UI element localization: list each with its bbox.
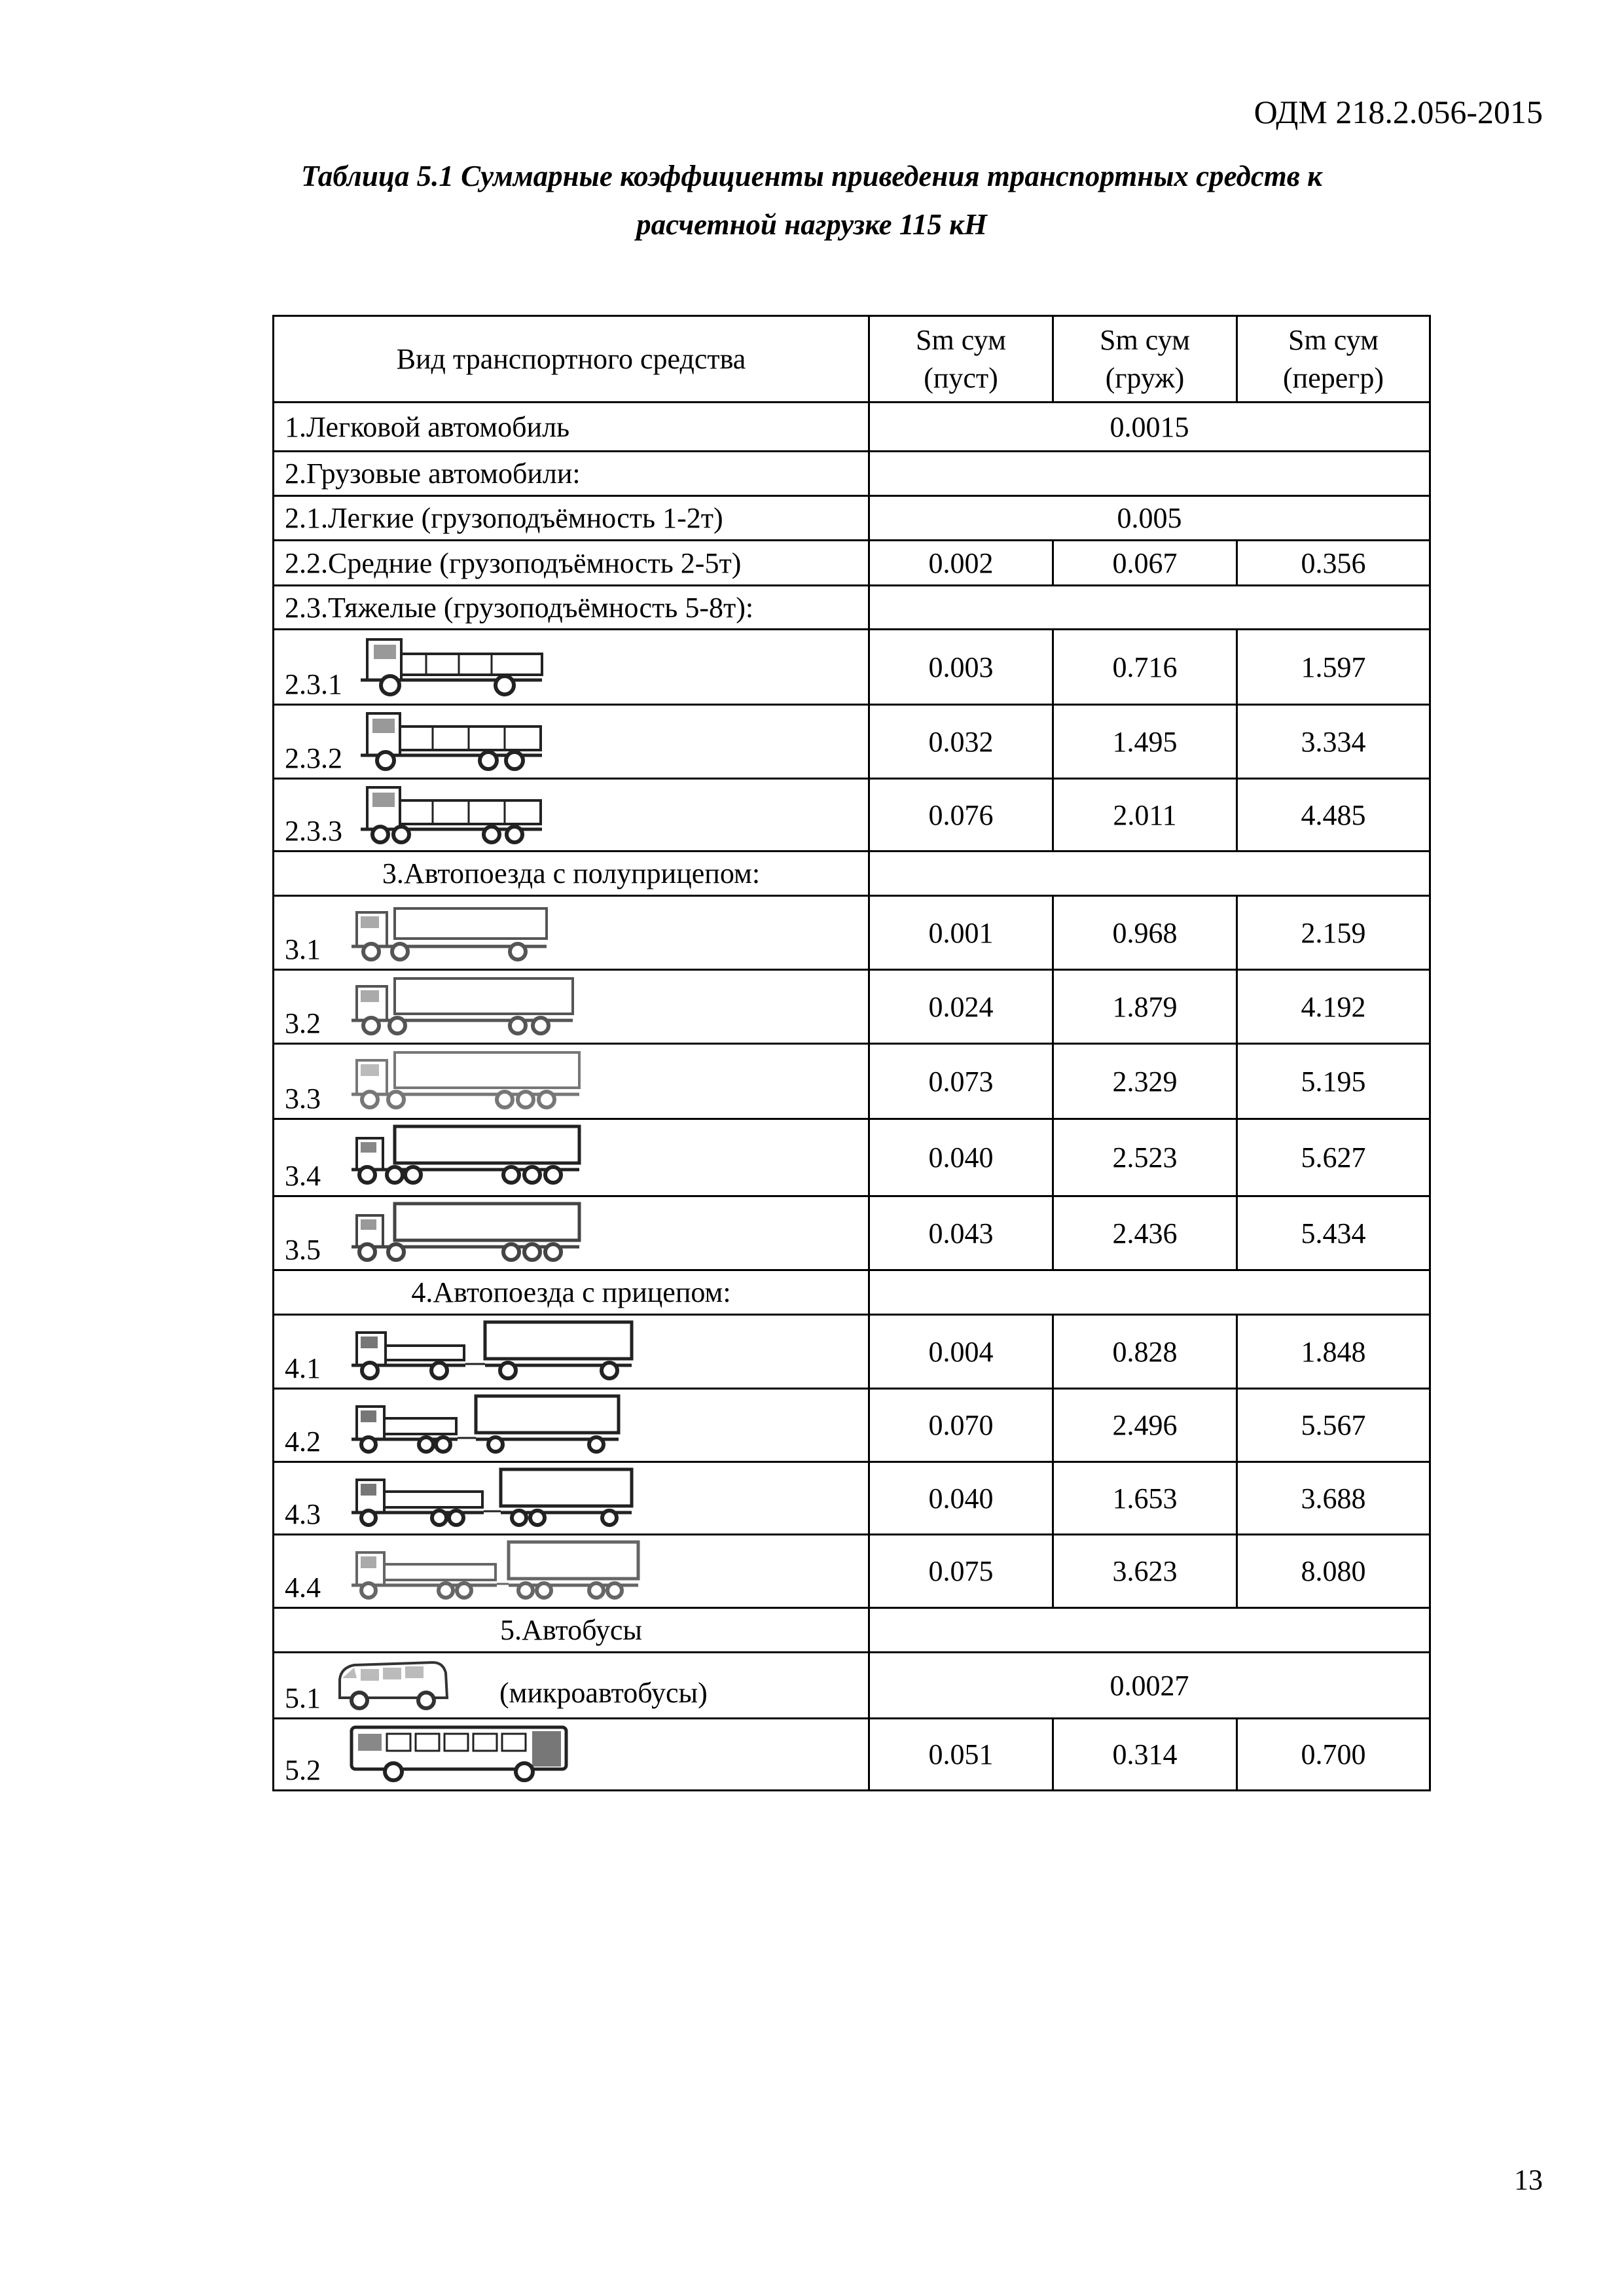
page-number: 13 (1514, 2164, 1543, 2196)
value-overloaded: 5.434 (1237, 1196, 1430, 1270)
row-vehicle-cell (274, 970, 869, 1044)
row-merged-value: 0.005 (869, 496, 1430, 541)
table-row (274, 1119, 1430, 1196)
value-loaded: 0.968 (1053, 896, 1237, 970)
value-loaded: 2.436 (1053, 1196, 1237, 1270)
value-overloaded: 5.195 (1237, 1044, 1430, 1119)
table-row (274, 779, 1430, 852)
semi-trailer-truck-icon (348, 1201, 583, 1266)
two-axle-flatbed-truck-icon (354, 634, 544, 700)
value-loaded: 3.623 (1053, 1535, 1237, 1608)
value-overloaded: 8.080 (1237, 1535, 1430, 1608)
row-name: 3.1 (285, 933, 321, 965)
row-empty-values (869, 1608, 1430, 1653)
value-loaded: 0.314 (1053, 1719, 1237, 1791)
table-row (274, 896, 1430, 970)
caption-line-1: Таблица 5.1 Суммарные коэффициенты приведения транспортных средств к (301, 160, 1322, 192)
row-name: 4.4 (285, 1571, 321, 1604)
header-sm-empty (869, 316, 1053, 403)
truck-with-trailer-icon (348, 1319, 636, 1385)
row-vehicle-cell (274, 1315, 869, 1389)
table-row (274, 1044, 1430, 1119)
row-name: 2.Грузовые автомобили: (274, 452, 869, 496)
value-overloaded: 4.485 (1237, 779, 1430, 852)
document-code: ОДМ 218.2.056-2015 (1254, 94, 1543, 130)
row-name: 4.1 (285, 1352, 321, 1384)
row-name: 4.2 (285, 1426, 321, 1458)
value-overloaded: 1.597 (1237, 630, 1430, 705)
table-row (274, 970, 1430, 1044)
value-loaded: 0.828 (1053, 1315, 1237, 1389)
truck-with-trailer-icon (348, 1393, 623, 1459)
table-row (274, 541, 1430, 586)
row-empty-values (869, 452, 1430, 496)
row-name: 1.Легковой автомобиль (274, 403, 869, 452)
value-overloaded: 5.627 (1237, 1119, 1430, 1196)
value-overloaded: 3.688 (1237, 1462, 1430, 1535)
row-vehicle-cell (274, 630, 869, 705)
row-merged-value: 0.0027 (869, 1653, 1430, 1719)
value-loaded: 1.495 (1053, 705, 1237, 779)
table-row (274, 1535, 1430, 1608)
table-row (274, 705, 1430, 779)
row-vehicle-cell (274, 1535, 869, 1608)
row-name: 2.3.Тяжелые (грузоподъёмность 5-8т): (274, 586, 869, 630)
value-overloaded: 3.334 (1237, 705, 1430, 779)
row-vehicle-cell (274, 1719, 869, 1791)
truck-with-trailer-icon (348, 1539, 642, 1605)
coefficients-table (272, 315, 1431, 1791)
value-loaded: 2.329 (1053, 1044, 1237, 1119)
header-sm-empty-line1: Sm сум (916, 323, 1006, 356)
semi-trailer-truck-icon (348, 1124, 583, 1189)
row-vehicle-cell (274, 1653, 869, 1719)
value-empty: 0.075 (869, 1535, 1053, 1608)
value-empty: 0.070 (869, 1389, 1053, 1462)
value-overloaded: 0.700 (1237, 1719, 1430, 1791)
table-row (274, 1389, 1430, 1462)
row-vehicle-cell (274, 1196, 869, 1270)
semi-trailer-truck-icon (348, 1049, 583, 1114)
row-vehicle-cell (274, 779, 869, 852)
row-name: 2.3.1 (285, 668, 342, 700)
table-row (274, 1719, 1430, 1791)
row-name: 2.3.2 (285, 742, 342, 774)
four-axle-flatbed-truck-icon (354, 783, 544, 849)
row-empty-values (869, 586, 1430, 630)
header-sm-empty-line2: (пуст) (924, 361, 998, 394)
row-vehicle-cell (274, 1044, 869, 1119)
table-row (274, 586, 1430, 630)
row-empty-values (869, 852, 1430, 896)
row-vehicle-cell (274, 1462, 869, 1535)
row-name: 4.Автопоезда с прицепом: (274, 1270, 869, 1315)
value-overloaded: 0.356 (1237, 541, 1430, 586)
row-vehicle-cell (274, 896, 869, 970)
truck-with-trailer-icon (348, 1467, 636, 1532)
row-name: 4.3 (285, 1498, 321, 1530)
minibus-note: (микроавтобусы) (499, 1677, 708, 1709)
table-row (274, 1608, 1430, 1653)
value-empty: 0.002 (869, 541, 1053, 586)
value-empty: 0.051 (869, 1719, 1053, 1791)
row-name: 3.Автопоезда с полуприцепом: (274, 852, 869, 896)
minibus-icon (334, 1657, 452, 1716)
value-empty: 0.040 (869, 1462, 1053, 1535)
row-name: 2.1.Легкие (грузоподъёмность 1-2т) (274, 496, 869, 541)
city-bus-icon (348, 1723, 570, 1789)
row-name: 3.5 (285, 1234, 321, 1266)
row-vehicle-cell (274, 1119, 869, 1196)
table-header-row (274, 316, 1430, 403)
value-empty: 0.024 (869, 970, 1053, 1044)
table-row (274, 630, 1430, 705)
row-name: 5.2 (285, 1754, 321, 1786)
value-overloaded: 2.159 (1237, 896, 1430, 970)
header-vehicle-type: Вид транспортного средства (274, 316, 869, 403)
row-vehicle-cell (274, 1389, 869, 1462)
row-name: 5.1 (285, 1682, 321, 1714)
value-loaded: 0.067 (1053, 541, 1237, 586)
value-empty: 0.003 (869, 630, 1053, 705)
row-merged-value: 0.0015 (869, 403, 1430, 452)
row-name: 2.3.3 (285, 815, 342, 847)
header-sm-overloaded (1237, 316, 1430, 403)
header-sm-loaded-line1: Sm сум (1100, 323, 1190, 356)
value-overloaded: 5.567 (1237, 1389, 1430, 1462)
row-name: 3.3 (285, 1083, 321, 1115)
value-empty: 0.076 (869, 779, 1053, 852)
row-name: 3.4 (285, 1160, 321, 1192)
table-row (274, 1196, 1430, 1270)
value-empty: 0.043 (869, 1196, 1053, 1270)
value-loaded: 2.496 (1053, 1389, 1237, 1462)
value-empty: 0.032 (869, 705, 1053, 779)
header-sm-loaded-line2: (груж) (1105, 361, 1185, 394)
header-sm-loaded (1053, 316, 1237, 403)
caption-line-2: расчетной нагрузке 115 кН (636, 208, 987, 241)
table-row (274, 1462, 1430, 1535)
row-name: 5.Автобусы (274, 1608, 869, 1653)
table-row (274, 852, 1430, 896)
value-loaded: 2.523 (1053, 1119, 1237, 1196)
value-empty: 0.073 (869, 1044, 1053, 1119)
value-empty: 0.040 (869, 1119, 1053, 1196)
row-name: 2.2.Средние (грузоподъёмность 2-5т) (274, 541, 869, 586)
table-row (274, 1270, 1430, 1315)
value-overloaded: 1.848 (1237, 1315, 1430, 1389)
semi-trailer-truck-icon (348, 975, 577, 1040)
value-loaded: 1.653 (1053, 1462, 1237, 1535)
value-empty: 0.004 (869, 1315, 1053, 1389)
value-loaded: 0.716 (1053, 630, 1237, 705)
value-overloaded: 4.192 (1237, 970, 1430, 1044)
table-row (274, 1653, 1430, 1719)
three-axle-flatbed-truck-icon (354, 709, 544, 775)
value-loaded: 1.879 (1053, 970, 1237, 1044)
header-sm-overloaded-line1: Sm сум (1288, 323, 1379, 356)
table-row (274, 496, 1430, 541)
value-loaded: 2.011 (1053, 779, 1237, 852)
row-empty-values (869, 1270, 1430, 1315)
table-row (274, 1315, 1430, 1389)
row-vehicle-cell (274, 705, 869, 779)
table-row (274, 403, 1430, 452)
table-caption (196, 152, 1427, 249)
row-name: 3.2 (285, 1007, 321, 1039)
header-sm-overloaded-line2: (перегр) (1283, 361, 1384, 394)
semi-trailer-truck-icon (348, 901, 550, 966)
value-empty: 0.001 (869, 896, 1053, 970)
table-row (274, 452, 1430, 496)
